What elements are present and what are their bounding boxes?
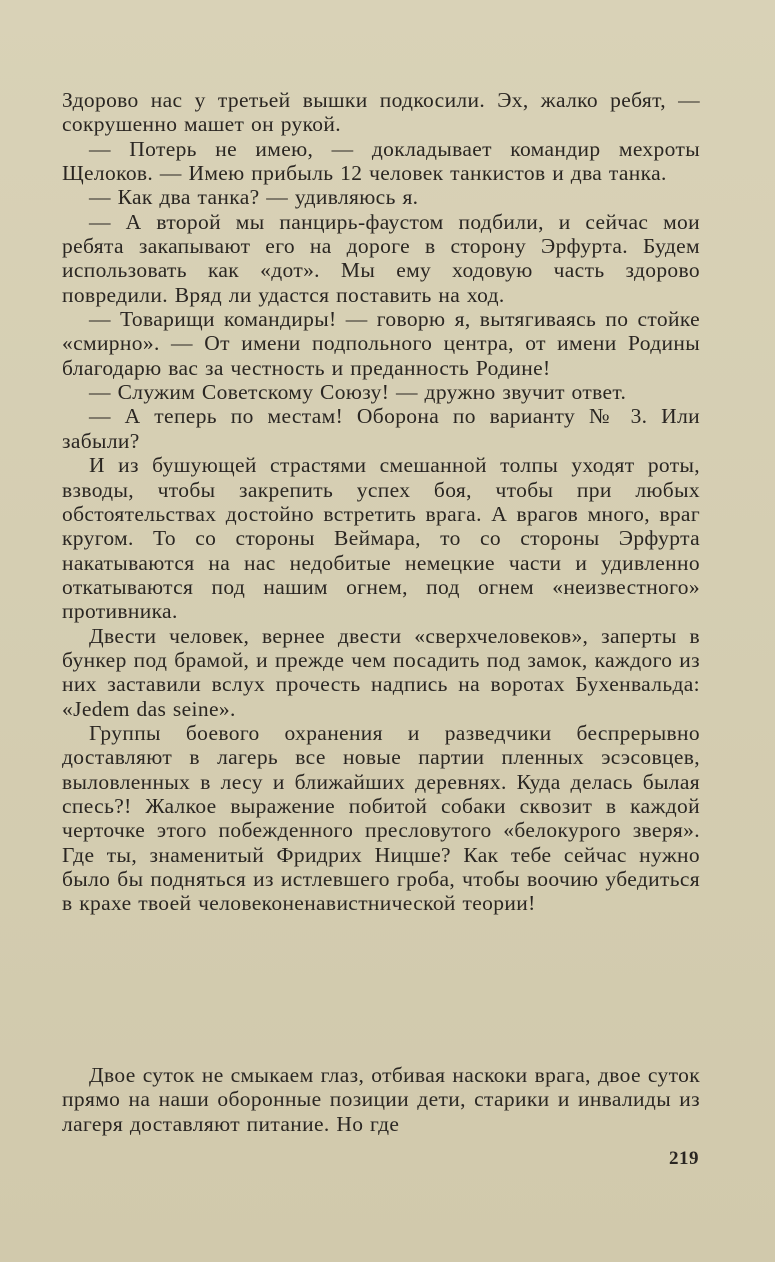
paragraph: — Как два танка? — удивляюсь я. [89, 185, 419, 210]
paragraph: И из бушующей страстями смешанной толпы уходят роты, взводы, чтобы закрепить успех боя, чтобы при любых обстоятельствах достойно встретить врага. А врагов много, враг кругом. То со стороны Веймара, то со стороны Эрфурта накатываются на нас недобитые немецкие части и удивленно откатываются под нашим огнем, под огнем «неизвестного» противника. [62, 453, 700, 624]
paragraph: Группы боевого охранения и разведчики беспрерывно доставляют в лагерь все новые партии пленных эсэсовцев, выловленных в лесу и ближайших деревнях. Куда делась былая спесь?! Жалкое выражение побитой собаки сквозит в каждой черточке этого побежденного пресловутого «белокурого зверя». Где ты, знаменитый Фридрих Ницше? Как тебе сейчас нужно было бы подняться из истлевшего гроба, чтобы воочию убедиться в крахе твоей человеконенавистнической теории! [62, 720, 700, 916]
paragraph: Двое суток не смыкаем глаз, отбивая наскоки врага, двое суток прямо на наши оборонные позиции дети, старики и инвалиды из лагеря доставляют питание. Но где [62, 1063, 700, 1136]
paragraph: — Служим Советскому Союзу! — дружно звучит ответ. [89, 380, 627, 405]
paragraph: — Товарищи командиры! — говорю я, вытягиваясь по стойке «смирно». — От имени подпольного центра, от имени Родины благодарю вас за честность и преданность Родине! [62, 307, 700, 380]
closing-text [62, 1063, 700, 1136]
paragraph: — А второй мы панцирь-фаустом подбили, и сейчас мои ребята закапывают его на дороге в сторону Эрфурта. Будем использовать как «дот». Мы ему ходовую часть здорово повредили. Вряд ли удастся поставить на ход. [62, 209, 700, 307]
page-number: 219 [669, 1148, 699, 1169]
paragraph: Двести человек, вернее двести «сверхчеловеков», заперты в бункер под брамой, и прежде чем посадить под замок, каждого из них заставили вслух прочесть надпись на воротах Бухенвальда: «Jedem das seine». [62, 623, 700, 721]
paragraph: Здорово нас у третьей вышки подкосили. Эх, жалко ребят, — сокрушенно машет он рукой. [62, 88, 700, 137]
main-text [62, 88, 700, 916]
paragraph: — Потерь не имею, — докладывает командир мехроты Щелоков. — Имею прибыль 12 человек танкистов и два танка. [62, 136, 700, 186]
paragraph: — А теперь по местам! Оборона по варианту № 3. Или забыли? [62, 404, 700, 453]
